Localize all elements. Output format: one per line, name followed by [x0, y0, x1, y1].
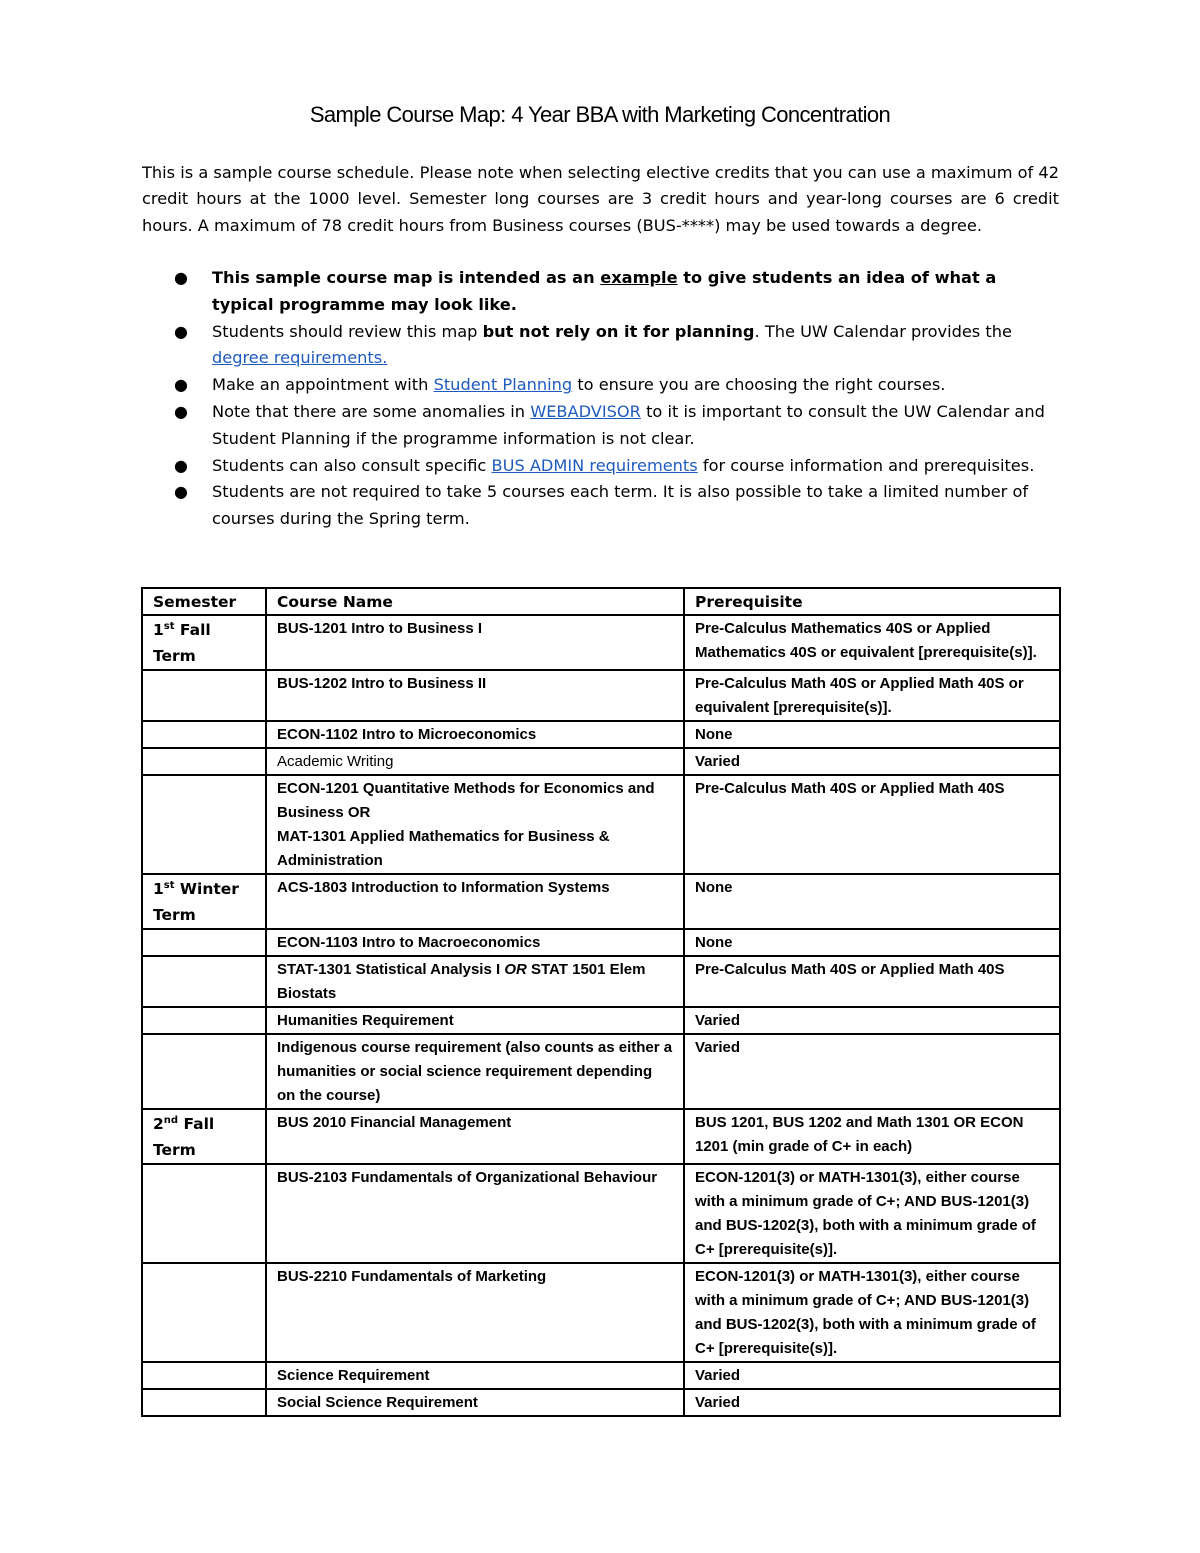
prerequisite-cell: ECON-1201(3) or MATH-1301(3), either course with a minimum grade of C+; AND BUS-1201(3) and BUS-1202(3), both with a minimum grade of C+ [prerequisite(s)].	[684, 1164, 1060, 1263]
semester-cell	[142, 1007, 266, 1034]
semester-cell: 1st Winter Term	[142, 874, 266, 929]
prerequisite-cell: Pre-Calculus Math 40S or Applied Math 40S or equivalent [prerequisite(s)].	[684, 670, 1060, 721]
table-row	[142, 615, 1060, 670]
semester-cell	[142, 1389, 266, 1416]
table-row	[142, 721, 1060, 748]
table-row	[142, 775, 1060, 874]
list-item: ● Students are not required to take 5 courses each term. It is also possible to take a limited number of courses during the Spring term.	[142, 479, 1059, 533]
bullet-icon: ●	[174, 455, 188, 475]
bullet-icon: ●	[174, 401, 188, 421]
course-cell: Social Science Requirement	[266, 1389, 684, 1416]
table-row	[142, 929, 1060, 956]
semester-cell: 1st Fall Term	[142, 615, 266, 670]
table-row	[142, 1263, 1060, 1362]
semester-cell	[142, 1263, 266, 1362]
prerequisite-cell: Varied	[684, 748, 1060, 775]
prerequisite-cell: Varied	[684, 1362, 1060, 1389]
prerequisite-cell: Varied	[684, 1034, 1060, 1109]
table-row	[142, 1362, 1060, 1389]
course-cell: BUS-1201 Intro to Business I	[266, 615, 684, 670]
semester-cell	[142, 929, 266, 956]
course-header: Course Name	[266, 588, 684, 615]
course-cell: Academic Writing	[266, 748, 684, 775]
semester-cell	[142, 721, 266, 748]
bus-admin-requirements-link[interactable]: BUS ADMIN requirements	[491, 455, 698, 475]
table-row	[142, 1109, 1060, 1164]
table-row	[142, 1034, 1060, 1109]
list-item: ● Make an appointment with Student Planning to ensure you are choosing the right courses.	[142, 372, 1059, 399]
semester-cell: 2nd Fall Term	[142, 1109, 266, 1164]
table-row	[142, 874, 1060, 929]
semester-cell	[142, 1362, 266, 1389]
semester-cell	[142, 775, 266, 874]
course-cell: Indigenous course requirement (also counts as either a humanities or social science requirement depending on the course)	[266, 1034, 684, 1109]
course-cell: BUS-2103 Fundamentals of Organizational Behaviour	[266, 1164, 684, 1263]
semester-cell	[142, 1034, 266, 1109]
degree-requirements-link[interactable]: degree requirements.	[212, 348, 388, 368]
prerequisite-cell: None	[684, 874, 1060, 929]
course-cell: Science Requirement	[266, 1362, 684, 1389]
course-cell: STAT-1301 Statistical Analysis I OR STAT 1501 Elem Biostats	[266, 956, 684, 1007]
table-header-row	[142, 588, 1060, 615]
semester-cell	[142, 956, 266, 1007]
bullet-icon: ●	[174, 268, 188, 287]
course-cell: ECON-1102 Intro to Microeconomics	[266, 721, 684, 748]
page-title: Sample Course Map: 4 Year BBA with Marketing Concentration	[309, 102, 891, 127]
table-row	[142, 1007, 1060, 1034]
semester-cell	[142, 670, 266, 721]
table-row	[142, 956, 1060, 1007]
webadvisor-link[interactable]: WEBADVISOR	[530, 401, 641, 421]
prerequisite-cell: BUS 1201, BUS 1202 and Math 1301 OR ECON 1201 (min grade of C+ in each)	[684, 1109, 1060, 1164]
prerequisite-cell: None	[684, 929, 1060, 956]
bullet-icon: ●	[174, 375, 188, 395]
table-row	[142, 670, 1060, 721]
course-map-table	[141, 587, 1061, 1417]
semester-cell	[142, 748, 266, 775]
course-cell: ECON-1201 Quantitative Methods for Economics and Business OR MAT-1301 Applied Mathematics for Business & Administration	[266, 775, 684, 874]
student-planning-link[interactable]: Student Planning	[433, 375, 573, 395]
course-cell: BUS-1202 Intro to Business II	[266, 670, 684, 721]
prerequisite-cell: Pre-Calculus Math 40S or Applied Math 40S	[684, 956, 1060, 1007]
prerequisite-header: Prerequisite	[684, 588, 1060, 615]
course-cell: BUS-2210 Fundamentals of Marketing	[266, 1263, 684, 1362]
prerequisite-cell: Varied	[684, 1389, 1060, 1416]
bullet-icon: ●	[174, 321, 188, 341]
course-cell: Humanities Requirement	[266, 1007, 684, 1034]
prerequisite-cell: Varied	[684, 1007, 1060, 1034]
prerequisite-cell: Pre-Calculus Math 40S or Applied Math 40S	[684, 775, 1060, 874]
example-emphasis: example	[600, 268, 678, 287]
course-cell: ACS-1803 Introduction to Information Systems	[266, 874, 684, 929]
list-item: ● This sample course map is intended as an example to give students an idea of what a typical programme may look like.	[142, 265, 1059, 319]
table-row	[142, 748, 1060, 775]
guidance-list	[142, 265, 1059, 533]
intro-paragraph: This is a sample course schedule. Please note when selecting elective credits that you can use a maximum of 42 credit hours at the 1000 level. Semester long courses are 3 credit hours and year-long courses are 6 credit hours. A maximum of 78 credit hours from Business courses (BUS-****) may be used towards a degree.	[142, 163, 1059, 235]
prerequisite-cell: ECON-1201(3) or MATH-1301(3), either course with a minimum grade of C+; AND BUS-1201(3) and BUS-1202(3), both with a minimum grade of C+ [prerequisite(s)].	[684, 1263, 1060, 1362]
bullet-icon: ●	[174, 482, 188, 502]
list-item: ● Students can also consult specific BUS ADMIN requirements for course information and prerequisites.	[142, 453, 1059, 480]
table-row	[142, 1389, 1060, 1416]
semester-header: Semester	[142, 588, 266, 615]
prerequisite-cell: None	[684, 721, 1060, 748]
list-item: ● Note that there are some anomalies in WEBADVISOR to it is important to consult the UW Calendar and Student Planning if the programme information is not clear.	[142, 399, 1059, 453]
course-cell: BUS 2010 Financial Management	[266, 1109, 684, 1164]
list-item: ● Students should review this map but not rely on it for planning. The UW Calendar provides the degree requirements.	[142, 319, 1059, 373]
table-row	[142, 1164, 1060, 1263]
semester-cell	[142, 1164, 266, 1263]
course-cell: ECON-1103 Intro to Macroeconomics	[266, 929, 684, 956]
prerequisite-cell: Pre-Calculus Mathematics 40S or Applied Mathematics 40S or equivalent [prerequisite(s)].	[684, 615, 1060, 670]
